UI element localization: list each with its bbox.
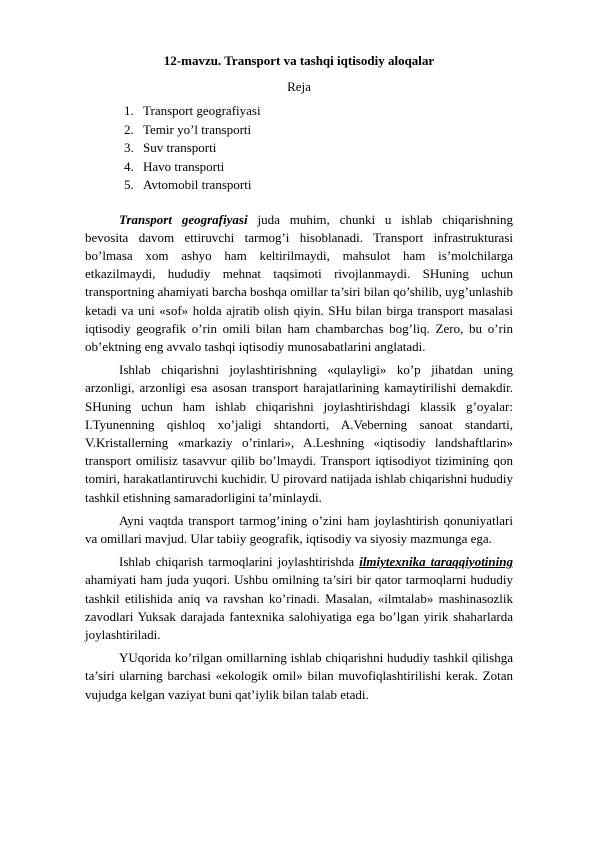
paragraph-placement-convenience: Ishlab chiqarishni joylashtirishning «qulayligi» ko’p jihatdan uning arzonligi, arzonligi esa asosan transport harajatlarining kamaytirilishi demakdir. SHuning uchun ham ishlab chiqarishni joylashtirishdagi klassik g’oyalar: I.Tyunenning qishloq xo’jaligi shtandorti, A.Veberning sanoat standarti, V.Kristallerning «markaziy o’rinlari», A.Leshning «iqtisodiy landshaftlarin» transport omilisiz tasavvur qilib bo’lmaydi. Transport iqtisodiyot tizimining qon tomiri, harakatlantiruvchi kuchidir. U pirovard natijada ishlab chiqarishni hududiy tashkil etishning samaradorligini ta’minlaydi. — [85, 362, 513, 505]
paragraph-text: ahamiyati ham juda yuqori. Ushbu omilning ta’siri bir qator tarmoqlarni hududiy tashkil etilishida aniq va ravshan ko’rinadi. Masalan, «ilmtalab» mashinasozlik zavodlari Yuksak darajada fantexnika salohiyatiga ega bo’lgan yirik shaharlarda joylashtiriladi. — [85, 572, 513, 642]
term-transport-geography: Transport geografiyasi — [119, 211, 248, 227]
plan-item: 4. Havo transporti — [137, 158, 513, 177]
plan-item: 1. Transport geografiyasi — [137, 102, 513, 121]
plan-item: 5. Avtomobil transporti — [137, 176, 513, 195]
term-scientific-progress: ilmiytexnika taraqqiyotining — [359, 554, 513, 570]
plan-heading: Reja — [287, 79, 311, 94]
paragraph-transport-network: Ayni vaqtda transport tarmog’ining o’zini ham joylashtirish qonuniyatlari va omillari mavjud. Ular tabiiy geografik, iqtisodiy va siyosiy mazmunga ega. — [85, 512, 513, 546]
plan-item: 2. Temir yo’l transporti — [137, 121, 513, 140]
paragraph-transport-geography — [85, 211, 513, 357]
paragraph-text: juda muhim, chunki u ishlab chiqarishning bevosita davom ettiruvchi tarmog’i hisoblanadi. Transport infrastrukturasi bo’lmasa xom ashyo ham keltirilmaydi, mahsulot ham is’molchilarga etkazilmaydi, hududiy mehnat taqsimoti rivojlanmaydi. SHuning uchun transportning ahamiyati barcha boshqa omillar ta’siri bilan qo’shilib, uyg’unlashib ketadi va uni «sof» holda ajratib olish qiyin. SHu bilan birga transport masalasi iqtisodiy geografik o’rin omili bilan ham chambarchas bog’liq. Zero, bu o’rin ob’ektning eng avvalo tashqi iqtisodiy munosabatlarini anglatadi. — [85, 211, 513, 354]
plan-list — [85, 102, 513, 195]
paragraph-ecological-factor: YUqorida ko’rilgan omillarning ishlab chiqarishni hududiy tashkil qilishga ta’siri ularning barchasi «ekologik omil» bilan muvofiqlashtirilishi kerak. Zotan vujudga kelgan vaziyat buni qat’iylik bilan talab etadi. — [85, 650, 513, 702]
plan-item: 3. Suv transporti — [137, 139, 513, 158]
paragraph-scientific-progress — [85, 553, 513, 644]
document-title: 12-mavzu. Transport va tashqi iqtisodiy aloqalar — [163, 53, 435, 68]
paragraph-text: Ishlab chiqarish tarmoqlarini joylashtirishda — [119, 554, 360, 570]
